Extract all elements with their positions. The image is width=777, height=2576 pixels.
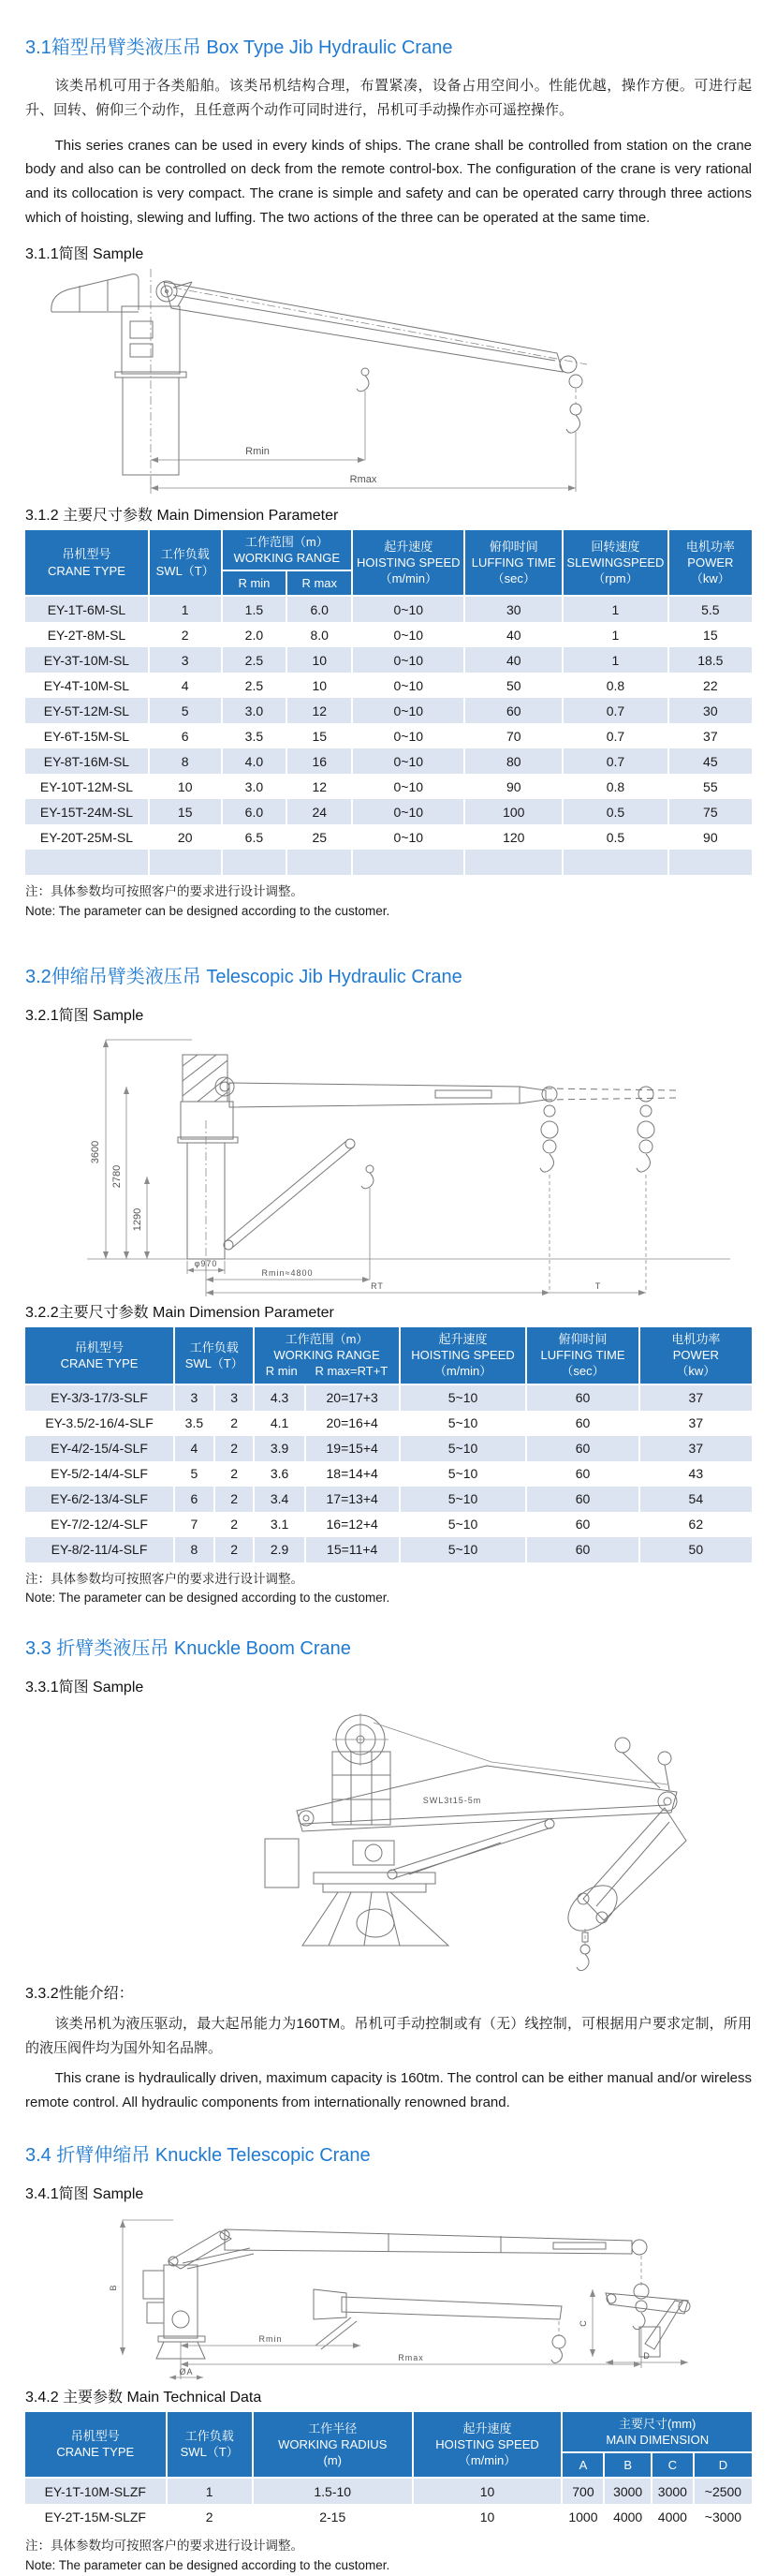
- note-34-cn: 注：具体参数均可按照客户的要求进行设计调整。: [25, 2539, 303, 2554]
- table-cell: [464, 850, 563, 875]
- table-cell: EY-7/2-12/4-SLF: [25, 1512, 174, 1537]
- table-cell: 60: [526, 1487, 638, 1512]
- table-cell: 60: [464, 698, 563, 723]
- table-cell: EY-20T-25M-SL: [25, 824, 149, 850]
- table-cell: [668, 850, 752, 875]
- table-cell: 24: [286, 799, 352, 824]
- table-cell: 70: [464, 723, 563, 748]
- table-cell: 50: [464, 673, 563, 698]
- table-cell: 1000: [562, 2504, 604, 2529]
- table-cell: 17=13+4: [305, 1487, 400, 1512]
- table-row: [25, 1384, 752, 1411]
- table-cell: 4.0: [222, 748, 287, 774]
- table-cell: 3.5: [174, 1411, 214, 1436]
- table-cell: 4000: [604, 2504, 651, 2529]
- table-cell: 37: [639, 1436, 752, 1461]
- table-cell: 1: [563, 647, 668, 673]
- table-cell: 5.5: [668, 596, 752, 622]
- table-cell: 19=15+4: [305, 1436, 400, 1461]
- column-header-crane-type: 吊机型号 CRANE TYPE: [25, 1327, 174, 1384]
- table-cell: 15: [286, 723, 352, 748]
- table-cell: 20=16+4: [305, 1411, 400, 1436]
- table-cell: [563, 850, 668, 875]
- column-header-crane-type: 吊机型号 CRANE TYPE: [25, 530, 149, 596]
- table-cell: 0~10: [352, 748, 464, 774]
- table-cell: 18=14+4: [305, 1461, 400, 1487]
- table-cell: 3: [149, 647, 222, 673]
- table-cell: 54: [639, 1487, 752, 1512]
- table-cell: 80: [464, 748, 563, 774]
- table-cell: 0.7: [563, 748, 668, 774]
- table-cell: 5~10: [400, 1537, 527, 1562]
- dim-label-rmin-4800: Rmin≈4800: [261, 1268, 314, 1279]
- table-cell: 43: [639, 1461, 752, 1487]
- main-technical-data-table-34: [25, 2412, 752, 2529]
- dim-label-d: D: [643, 2350, 651, 2361]
- table-cell: 60: [526, 1384, 638, 1411]
- table-cell: 60: [526, 1461, 638, 1487]
- table-cell: 0~10: [352, 723, 464, 748]
- table-cell: EY-15T-24M-SL: [25, 799, 149, 824]
- note-34: [25, 2537, 752, 2576]
- column-header-hoisting-speed: 起升速度 HOISTING SPEED （m/min）: [413, 2412, 563, 2478]
- table-cell: 3.1: [254, 1512, 304, 1537]
- table-cell: 22: [668, 673, 752, 698]
- table-row: [25, 2504, 752, 2529]
- knuckle-telescopic-crane-diagram: [33, 2207, 744, 2383]
- table-cell: 8.0: [286, 622, 352, 647]
- note-31: [25, 882, 752, 922]
- table-cell: 2: [214, 1411, 255, 1436]
- table-cell: 50: [639, 1537, 752, 1562]
- dim-label-rmax: Rmax: [398, 2352, 424, 2362]
- table-cell: 0.7: [563, 723, 668, 748]
- table-cell: EY-5T-12M-SL: [25, 698, 149, 723]
- table-cell: 5: [149, 698, 222, 723]
- table-cell: 0~10: [352, 824, 464, 850]
- column-header-main-dimension: 主要尺寸(mm) MAIN DIMENSION: [562, 2412, 752, 2452]
- table-cell: 18.5: [668, 647, 752, 673]
- table-row: [25, 647, 752, 673]
- table-cell: 20: [149, 824, 222, 850]
- table-cell: 6: [174, 1487, 214, 1512]
- column-header-d: D: [694, 2452, 752, 2478]
- table-cell: 60: [526, 1512, 638, 1537]
- table-cell: 2.5: [222, 673, 287, 698]
- table-cell: 4: [149, 673, 222, 698]
- table-cell: 2: [214, 1487, 255, 1512]
- table-row: [25, 850, 752, 875]
- section-312-heading: 3.1.2 主要尺寸参数 Main Dimension Parameter: [25, 507, 339, 524]
- table-cell: EY-1T-6M-SL: [25, 596, 149, 622]
- table-cell: 5~10: [400, 1411, 527, 1436]
- table-cell: EY-5/2-14/4-SLF: [25, 1461, 174, 1487]
- dim-label-rmin: Rmin: [258, 2333, 283, 2344]
- table-row: [25, 1436, 752, 1461]
- table-cell: 3: [174, 1384, 214, 1411]
- table-cell: 30: [668, 698, 752, 723]
- table-cell: 1: [563, 622, 668, 647]
- table-cell: ~3000: [694, 2504, 752, 2529]
- table-cell: 12: [286, 698, 352, 723]
- table-row: [25, 748, 752, 774]
- column-header-power: 电机功率 POWER （kw）: [668, 530, 752, 596]
- table-cell: 2: [214, 1436, 255, 1461]
- table-cell: EY-1T-10M-SLZF: [25, 2478, 167, 2504]
- table-cell: 5: [174, 1461, 214, 1487]
- table-cell: 2.5: [222, 647, 287, 673]
- table-cell: 3.4: [254, 1487, 304, 1512]
- table-cell: 2: [214, 1461, 255, 1487]
- dim-label-rmax: Rmax: [349, 473, 377, 485]
- table-cell: 37: [639, 1411, 752, 1436]
- table-cell: 4000: [652, 2504, 694, 2529]
- table-cell: ~2500: [694, 2478, 752, 2504]
- table-cell: 2: [214, 1537, 255, 1562]
- table-cell: 5~10: [400, 1436, 527, 1461]
- table-row: [25, 673, 752, 698]
- table-cell: 3.0: [222, 698, 287, 723]
- column-header-working-range: 工作范围（m） WORKING RANGE R min R max=RT+T: [254, 1327, 399, 1384]
- table-cell: 30: [464, 596, 563, 622]
- table-cell: EY-4T-10M-SL: [25, 673, 149, 698]
- table-cell: 3000: [604, 2478, 651, 2504]
- column-header-crane-type: 吊机型号 CRANE TYPE: [25, 2412, 167, 2478]
- column-header-slewing-speed: 回转速度 SLEWINGSPEED （rpm）: [563, 530, 668, 596]
- table-cell: 0~10: [352, 673, 464, 698]
- table-cell: 1: [563, 596, 668, 622]
- table-row: [25, 799, 752, 824]
- table-cell: 1.5: [222, 596, 287, 622]
- table-row: [25, 622, 752, 647]
- column-header-a: A: [562, 2452, 604, 2478]
- table-cell: 6.0: [286, 596, 352, 622]
- box-jib-crane-diagram: [33, 267, 744, 501]
- table-cell: 6: [149, 723, 222, 748]
- section-3-4: [25, 2143, 752, 2576]
- table-cell: 0~10: [352, 622, 464, 647]
- table-cell: 16=12+4: [305, 1512, 400, 1537]
- table-cell: [25, 850, 149, 875]
- boom-swl-label: SWL3t15-5m: [422, 1796, 482, 1806]
- table-cell: 1.5-10: [253, 2478, 413, 2504]
- column-header-swl: 工作负载 SWL（T）: [174, 1327, 254, 1384]
- table-cell: 0.7: [563, 698, 668, 723]
- table-cell: 20=17+3: [305, 1384, 400, 1411]
- table-cell: 5~10: [400, 1487, 527, 1512]
- section-341-sample-heading: 3.4.1简图 Sample: [25, 2185, 144, 2202]
- table-cell: 10: [286, 673, 352, 698]
- table-cell: 7: [174, 1512, 214, 1537]
- table-cell: 3000: [652, 2478, 694, 2504]
- table-cell: 60: [526, 1537, 638, 1562]
- section-342-heading: 3.4.2 主要参数 Main Technical Data: [25, 2389, 262, 2406]
- table-cell: EY-4/2-15/4-SLF: [25, 1436, 174, 1461]
- telescopic-jib-crane-diagram: [33, 1029, 744, 1298]
- section-31-paragraph-cn: 该类吊机可用于各类船舶。该类吊机结构合理，布置紧凑，设备占用空间小。性能优越，操作方便。可进行起升、回转、俯仰三个动作，且任意两个动作可同时进行，吊机可手动操作亦可遥控操作。: [25, 78, 752, 118]
- section-332-heading: 3.3.2性能介绍：: [25, 1986, 134, 2003]
- table-cell: 1: [167, 2478, 253, 2504]
- dim-label-rmin: Rmin: [245, 445, 270, 457]
- table-cell: 12: [286, 774, 352, 799]
- column-header-working-radius: 工作半径 WORKING RADIUS (m): [253, 2412, 413, 2478]
- table-cell: 60: [526, 1436, 638, 1461]
- table-cell: 1: [149, 596, 222, 622]
- table-cell: 2: [149, 622, 222, 647]
- table-cell: EY-3T-10M-SL: [25, 647, 149, 673]
- table-cell: 2.9: [254, 1537, 304, 1562]
- table-row: [25, 1487, 752, 1512]
- dim-label-3600: 3600: [90, 1140, 101, 1164]
- table-cell: EY-10T-12M-SL: [25, 774, 149, 799]
- table-cell: 700: [562, 2478, 604, 2504]
- table-cell: 4: [174, 1436, 214, 1461]
- column-header-c: C: [652, 2452, 694, 2478]
- main-dimension-table-32: [25, 1327, 752, 1562]
- note-31-en: Note: The parameter can be designed according to the customer.: [25, 904, 390, 919]
- table-cell: 25: [286, 824, 352, 850]
- note-34-en: Note: The parameter can be designed according to the customer.: [25, 2557, 390, 2572]
- table-cell: 0~10: [352, 774, 464, 799]
- table-cell: EY-6T-15M-SL: [25, 723, 149, 748]
- table-cell: 90: [668, 824, 752, 850]
- table-cell: 8: [174, 1537, 214, 1562]
- dim-label-1290: 1290: [132, 1207, 143, 1232]
- table-cell: 4.1: [254, 1411, 304, 1436]
- table-cell: 0.8: [563, 774, 668, 799]
- column-header-swl: 工作负载 SWL（T）: [167, 2412, 253, 2478]
- section-321-sample-heading: 3.2.1简图 Sample: [25, 1008, 144, 1025]
- section-33-paragraph-cn: 该类吊机为液压驱动，最大起吊能力为160TM。吊机可手动控制或有（无）线控制，可根据用户要求定制，所用的液压阀件均为国外知名品牌。: [25, 2016, 752, 2057]
- dim-label-b: B: [109, 2284, 118, 2291]
- column-header-working-range: 工作范围（m） WORKING RANGE: [222, 530, 353, 570]
- section-331-sample-heading: 3.3.1简图 Sample: [25, 1680, 144, 1696]
- table-cell: 0~10: [352, 647, 464, 673]
- dim-label-dia970: φ970: [194, 1259, 218, 1269]
- table-cell: EY-8/2-11/4-SLF: [25, 1537, 174, 1562]
- table-cell: 5~10: [400, 1461, 527, 1487]
- dim-label-dia-a: ØA: [179, 2366, 194, 2376]
- table-cell: 0.5: [563, 824, 668, 850]
- table-row: [25, 596, 752, 622]
- table-cell: 3: [214, 1384, 255, 1411]
- table-cell: [149, 850, 222, 875]
- table-row: [25, 774, 752, 799]
- table-cell: EY-2T-15M-SLZF: [25, 2504, 167, 2529]
- table-cell: 37: [639, 1384, 752, 1411]
- table-cell: EY-8T-16M-SL: [25, 748, 149, 774]
- table-cell: EY-3/3-17/3-SLF: [25, 1384, 174, 1411]
- table-cell: 15=11+4: [305, 1537, 400, 1562]
- table-cell: 16: [286, 748, 352, 774]
- table-cell: 2.0: [222, 622, 287, 647]
- table-cell: 15: [668, 622, 752, 647]
- column-header-hoisting-speed: 起升速度 HOISTING SPEED （m/min）: [352, 530, 464, 596]
- dim-label-t: T: [594, 1281, 602, 1292]
- column-header-rmin: R min: [222, 570, 287, 596]
- table-cell: 10: [413, 2478, 563, 2504]
- table-cell: 15: [149, 799, 222, 824]
- section-33-heading: 3.3 折臂类液压吊 Knuckle Boom Crane: [25, 1638, 351, 1660]
- table-cell: 3.5: [222, 723, 287, 748]
- table-cell: 5~10: [400, 1384, 527, 1411]
- table-cell: EY-6/2-13/4-SLF: [25, 1487, 174, 1512]
- table-cell: [286, 850, 352, 875]
- table-cell: 45: [668, 748, 752, 774]
- table-cell: 4.3: [254, 1384, 304, 1411]
- section-33-paragraph-en: This crane is hydraulically driven, maximum capacity is 160tm. The control can be either manual and/or wireless remote control. All hydraulic components from internationally renowned brand.: [25, 2070, 752, 2110]
- table-cell: 10: [149, 774, 222, 799]
- table-row: [25, 1512, 752, 1537]
- note-32-cn: 注：具体参数均可按照客户的要求进行设计调整。: [25, 1571, 303, 1586]
- table-cell: 10: [413, 2504, 563, 2529]
- column-header-power: 电机功率 POWER （kw）: [639, 1327, 752, 1384]
- table-cell: 0~10: [352, 698, 464, 723]
- table-cell: 6.5: [222, 824, 287, 850]
- table-cell: 40: [464, 647, 563, 673]
- table-cell: 2: [214, 1512, 255, 1537]
- table-cell: [352, 850, 464, 875]
- table-cell: [222, 850, 287, 875]
- table-cell: 120: [464, 824, 563, 850]
- table-cell: 2: [167, 2504, 253, 2529]
- column-header-hoisting-speed: 起升速度 HOISTING SPEED （m/min）: [400, 1327, 527, 1384]
- table-cell: 0~10: [352, 596, 464, 622]
- table-row: [25, 1411, 752, 1436]
- table-row: [25, 698, 752, 723]
- table-cell: 100: [464, 799, 563, 824]
- dim-label-2780: 2780: [111, 1164, 123, 1189]
- section-3-1: [25, 36, 752, 922]
- column-header-b: B: [604, 2452, 651, 2478]
- section-34-heading: 3.4 折臂伸缩吊 Knuckle Telescopic Crane: [25, 2144, 371, 2166]
- table-cell: 2-15: [253, 2504, 413, 2529]
- table-cell: 0~10: [352, 799, 464, 824]
- main-dimension-table-31: [25, 530, 752, 875]
- section-31-paragraph-en: This series cranes can be used in every kinds of ships. The crane shall be controlled from station on the crane body and also can be controlled on deck from the remote control-box. The configuration of the crane is very rational and its collocation is very compact. The crane is simple and safety and can be operated carry through three actions which of hoisting, slewing and luffing. The two actions of the three can be operated at the same time.: [25, 137, 752, 226]
- table-row: [25, 1537, 752, 1562]
- table-cell: 0.8: [563, 673, 668, 698]
- table-row: [25, 1461, 752, 1487]
- column-header-rmax: R max: [286, 570, 352, 596]
- column-header-luffing-time: 俯仰时间 LUFFING TIME （sec）: [526, 1327, 638, 1384]
- table-cell: 0.5: [563, 799, 668, 824]
- note-32: [25, 1570, 752, 1609]
- note-32-en: Note: The parameter can be designed according to the customer.: [25, 1591, 390, 1606]
- column-header-luffing-time: 俯仰时间 LUFFING TIME （sec）: [464, 530, 563, 596]
- table-cell: EY-3.5/2-16/4-SLF: [25, 1411, 174, 1436]
- table-cell: 55: [668, 774, 752, 799]
- section-32-heading: 3.2伸缩吊臂类液压吊 Telescopic Jib Hydraulic Crane: [25, 967, 462, 988]
- table-cell: 3.9: [254, 1436, 304, 1461]
- table-cell: 37: [668, 723, 752, 748]
- section-322-heading: 3.2.2主要尺寸参数 Main Dimension Parameter: [25, 1305, 334, 1322]
- note-31-cn: 注：具体参数均可按照客户的要求进行设计调整。: [25, 884, 303, 899]
- table-row: [25, 2478, 752, 2504]
- table-cell: 62: [639, 1512, 752, 1537]
- table-row: [25, 824, 752, 850]
- table-cell: 75: [668, 799, 752, 824]
- table-cell: 10: [286, 647, 352, 673]
- table-cell: 8: [149, 748, 222, 774]
- section-3-3: [25, 1636, 752, 2114]
- table-cell: 6.0: [222, 799, 287, 824]
- table-cell: 90: [464, 774, 563, 799]
- table-cell: 3.6: [254, 1461, 304, 1487]
- knuckle-boom-crane-diagram: [61, 1700, 716, 1974]
- table-cell: 5~10: [400, 1512, 527, 1537]
- section-31-heading: 3.1箱型吊臂类液压吊 Box Type Jib Hydraulic Crane: [25, 37, 453, 58]
- table-row: [25, 723, 752, 748]
- dim-label-c: C: [579, 2318, 588, 2327]
- dim-label-rt: RT: [371, 1281, 384, 1292]
- table-cell: 60: [526, 1411, 638, 1436]
- table-cell: EY-2T-8M-SL: [25, 622, 149, 647]
- table-cell: 40: [464, 622, 563, 647]
- section-311-sample-heading: 3.1.1简图 Sample: [25, 245, 144, 262]
- column-header-swl: 工作负载 SWL（T）: [149, 530, 222, 596]
- section-3-2: [25, 965, 752, 1608]
- table-cell: 3.0: [222, 774, 287, 799]
